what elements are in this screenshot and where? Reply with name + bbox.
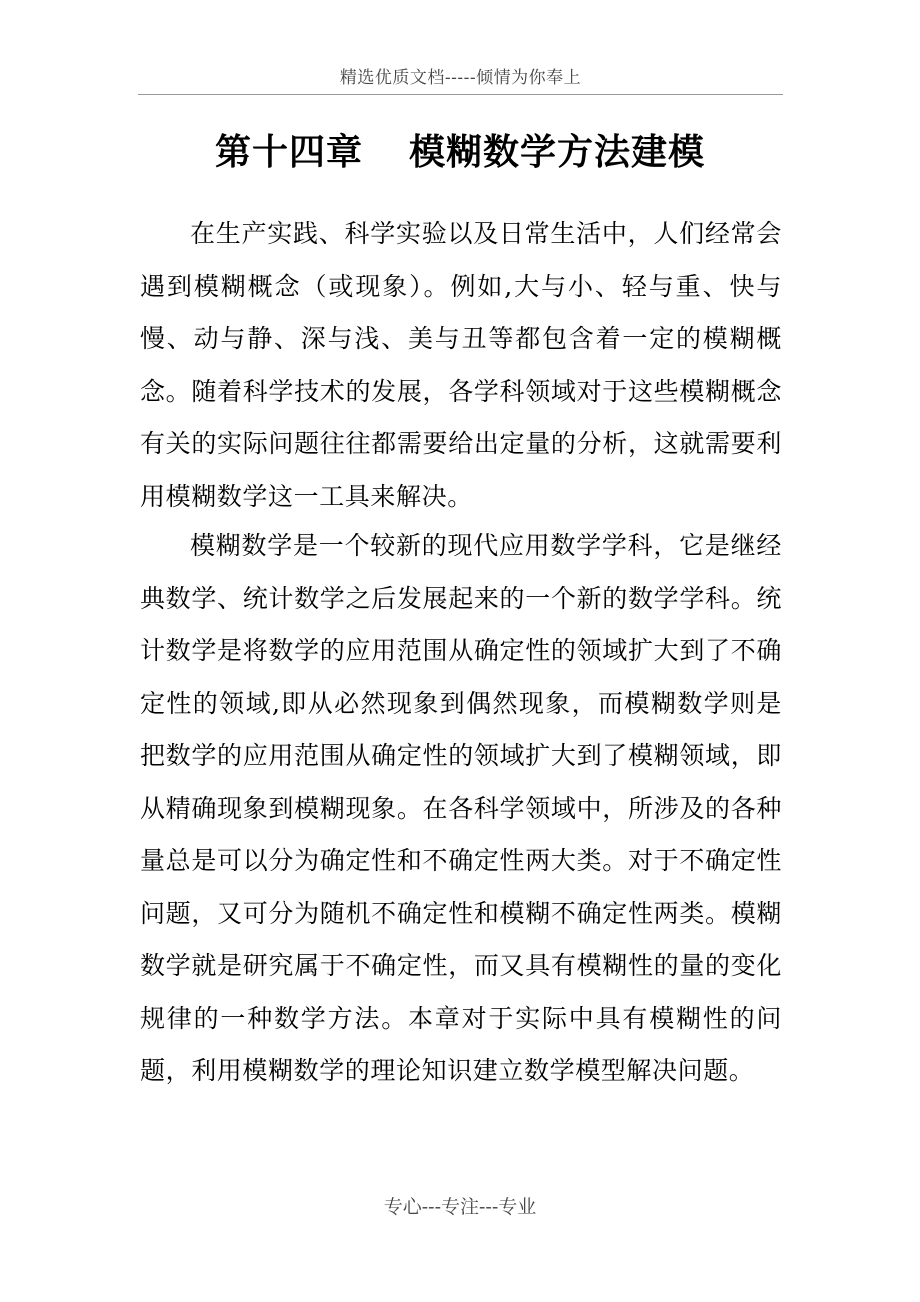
fuzzy-math-paragraph: 模糊数学是一个较新的现代应用数学学科，它是继经典数学、统计数学之后发展起来的一个新的数学学科。统计数学是将数学的应用范围从确定性的领域扩大到了不确定性的领域,即从必然现象到偶然现象，而模糊数学则是把数学的应用范围从确定性的领域扩大到了模糊领域，即从精确现象到模糊现象。在各科学领域中，所涉及的各种量总是可以分为确定性和不确定性两大类。对于不确定性问题，又可分为随机不确定性和模糊不确定性两类。模糊数学就是研究属于不确定性，而又具有模糊性的量的变化规律的一种数学方法。本章对于实际中具有模糊性的问题，利用模糊数学的理论知识建立数学模型解决问题。 [140,531,782,1085]
chapter-name: 模糊数学方法建模 [409,131,706,173]
intro-paragraph: 在生产实践、科学实验以及日常生活中，人们经常会遇到模糊概念（或现象）。例如,大与小、轻与重、快与慢、动与静、深与浅、美与丑等都包含着一定的模糊概念。随着科学技术的发展，各学科领域对于这些模糊概念有关的实际问题往往都需要给出定量的分析，这就需要利用模糊数学这一工具来解决。 [140,219,782,511]
chapter-title [0,122,920,182]
chapter-number: 第十四章 [214,131,363,173]
page-header: 精选优质文档-----倾情为你奉上 [138,64,783,95]
page-footer: 专心---专注---专业 [383,1196,537,1218]
